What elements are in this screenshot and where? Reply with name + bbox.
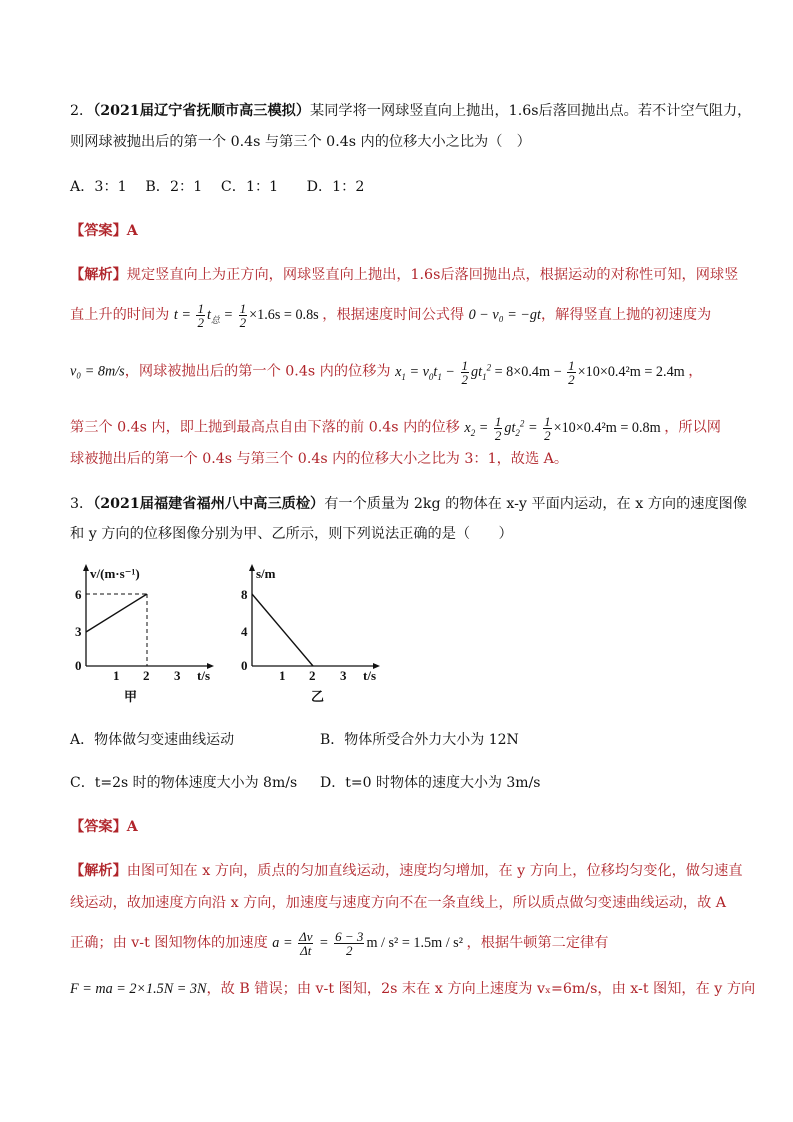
q3-analysis-label: 【解析】 [70, 863, 127, 879]
q3-eq-accel-value: m / s² = 1.5m / s² [366, 934, 463, 951]
graph-yi-ytick-8: 8 [241, 587, 248, 602]
q2-analysis-line1 [70, 265, 738, 285]
graph-yi-xlabel: t/s [363, 668, 376, 683]
q2-stem-text1: 某同学将一网球竖直向上抛出，1.6s后落回抛出点。若不计空气阻力， [310, 103, 752, 119]
q2-analysis-text1: 规定竖直向上为正方向，网球竖直向上抛出，1.6s后落回抛出点，根据运动的对称性可知，网球竖 [126, 267, 739, 283]
graph-yi [232, 560, 392, 710]
q2-analysis-line2 [70, 302, 711, 330]
graph-yi-series-line [252, 594, 313, 666]
graph-jia-xtick-3: 3 [174, 668, 181, 683]
q2-analysis-text3b: ，网球被抛出后的第一个 0.4s 内的位移为 [124, 363, 391, 380]
q2-analysis-text4a: 第三个 0.4s 内，即上抛到最高点自由下落的前 0.4s 内的位移 [70, 419, 460, 436]
graph-jia-ytick-3: 3 [75, 624, 82, 639]
q3-analysis-line3 [70, 930, 608, 957]
q3-analysis-text3b: ，根据牛顿第二定律有 [466, 934, 609, 951]
q2-analysis-text2b: ，根据速度时间公式得 [322, 306, 465, 323]
graph-jia-ytick-0: 0 [75, 658, 82, 673]
q3-analysis-text1: 由图可知在 x 方向，质点的匀加直线运动，速度均匀增加，在 y 方向上，位移均匀变化，做匀速直 [126, 863, 743, 879]
q2-analysis-text2a: 直上升的时间为 [70, 306, 170, 323]
q3-stem-line1 [70, 494, 747, 514]
q2-analysis-text2c: ，解得竖直上抛的初速度为 [540, 306, 712, 323]
q2-source: （2021届辽宁省抚顺市高三模拟） [93, 103, 311, 119]
q3-source: （2021届福建省福州八中高三质检） [93, 496, 325, 512]
q3-analysis-text4a: ，故 B 错误；由 v-t 图知，2s 末在 x 方向上速度为 vₓ=6m/s，由 x-t 图知，在 y 方向 [206, 981, 756, 997]
graph-yi-caption: 乙 [311, 689, 325, 704]
q2-analysis-text4b: ，所以网 [664, 419, 721, 436]
graph-jia-caption: 甲 [124, 689, 138, 704]
q3-number: 3． [70, 496, 94, 512]
graph-jia-series-line [86, 594, 147, 632]
q2-eq-x1-mid: = 8×0.4m − [494, 363, 562, 380]
q3-analysis-line1 [70, 861, 743, 881]
q2-eq-velocity: 0 − v₀ = −gt [468, 306, 541, 323]
q2-frac-x2b: $\frac{1}{2}$ [544, 413, 551, 443]
q3-frac-dv-dt: $\frac{\Delta v}{\Delta t}$ [299, 929, 313, 958]
q2-eq-t-value: ×1.6s = 0.8s [249, 306, 319, 323]
q3-answer-label: 【答案】 [70, 819, 127, 835]
graph-yi-ytick-0: 0 [241, 658, 248, 673]
graph-jia-xlabel: t/s [197, 668, 210, 683]
q2-eq-x1-value: ×10×0.4²m = 2.4m [577, 363, 685, 380]
q2-eq-t: t = $\frac{1}{2}$ $t_总$ = $\frac{1}{2}$ ×1.6s = 0.8s [173, 301, 319, 330]
graph-jia-ylabel: v/(m·s⁻¹) [90, 566, 140, 581]
q3-answer [70, 817, 138, 837]
q2-frac-x1: $\frac{1}{2}$ [461, 357, 469, 387]
q2-stem-line2: 则网球被抛出后的第一个 0.4s 与第三个 0.4s 内的位移大小之比为（ ） [70, 134, 531, 150]
graph-yi-ylabel: s/m [256, 566, 276, 581]
q3-answer-value: A [126, 819, 138, 835]
q3-analysis-line4 [70, 979, 755, 999]
graph-yi-xtick-3: 3 [340, 668, 347, 683]
q3-frac-value: $\frac{6 - 3}{2}$ [335, 929, 364, 958]
graph-jia-y-arrow [83, 564, 89, 571]
q2-frac-half-2: $\frac{1}{2}$ [239, 301, 247, 330]
q3-option-d: D．t=0 时物体的速度大小为 3m/s [320, 775, 541, 791]
q2-analysis-label: 【解析】 [70, 267, 127, 283]
q2-frac-half: $\frac{1}{2}$ [197, 301, 204, 330]
q3-stem-line2: 和 y 方向的位移图像分别为甲、乙所示，则下列说法正确的是（ ） [70, 526, 513, 542]
graph-yi-ytick-4: 4 [241, 624, 248, 639]
q2-frac-x1b: $\frac{1}{2}$ [568, 357, 575, 387]
q2-answer [70, 221, 138, 241]
q3-option-c: C．t=2s 时的物体速度大小为 8m/s [70, 775, 298, 791]
q3-option-a: A．物体做匀变速曲线运动 [70, 732, 235, 748]
q2-eq-v0: v₀ = 8m/s [70, 363, 125, 380]
q2-answer-label: 【答案】 [70, 223, 127, 239]
q2-eq-x2-value: ×10×0.4²m = 0.8m [553, 419, 661, 436]
q2-eq-x1: $x_1 = v_0t_1$ − $\frac{1}{2}$ $gt_1^2 = 8\times 0.4m$ − $\frac{1}{2}$ ×10×0.4²m = 2.4m [395, 357, 685, 387]
q2-eq-x2: $x_2$ = $\frac{1}{2}$ $gt_2^2$ = $\frac{1}{2}$ ×10×0.4²m = 0.8m [464, 413, 661, 443]
graph-jia-xtick-1: 1 [113, 668, 120, 683]
graph-jia-ytick-6: 6 [75, 587, 82, 602]
q2-number: 2． [70, 103, 94, 119]
graph-jia [66, 560, 226, 710]
q3-analysis-text3a: 正确；由 v-t 图知物体的加速度 [70, 934, 268, 951]
q3-eq-accel: a = $\frac{\Delta v}{\Delta t}$ = $\frac{6 - 3}{2}$ m / s² = 1.5m / s² [272, 929, 463, 958]
q3-eq-force: F = ma = 2×1.5N = 3N [70, 981, 207, 997]
q2-options: A．3：1 B．2：1 C．1：1 D．1：2 [70, 179, 365, 195]
graph-jia-xtick-2: 2 [143, 668, 150, 683]
q3-analysis-line2: 线运动，故加速度方向沿 x 方向，加速度与速度方向不在一条直线上，所以质点做匀变速曲线运动，故 A [70, 895, 727, 911]
q3-option-b: B．物体所受合外力大小为 12N [320, 732, 519, 748]
q2-stem-line1 [70, 101, 751, 121]
q3-stem-text1: 有一个质量为 2kg 的物体在 x-y 平面内运动，在 x 方向的速度图像 [324, 496, 748, 512]
q2-analysis-line4 [70, 413, 721, 443]
q2-answer-value: A [126, 223, 138, 239]
q2-analysis-line5: 球被抛出后的第一个 0.4s 与第三个 0.4s 内的位移大小之比为 3：1，故选 A。 [70, 451, 569, 467]
graph-yi-xtick-2: 2 [309, 668, 316, 683]
q2-analysis-line3: v₀ = 8m/s，网球被抛出后的第一个 0.4s 内的位移为 $x_1 = v_0t_1$ − $\frac{1}{2}$ $gt_1^2 = 8\times 0.4m$ − $\frac{1}{2}$ ×10×0.4²m = 2.4m ， [70, 357, 703, 387]
graph-yi-xtick-1: 1 [279, 668, 286, 683]
graph-yi-y-arrow [249, 564, 255, 571]
q2-frac-x2: $\frac{1}{2}$ [494, 413, 502, 443]
